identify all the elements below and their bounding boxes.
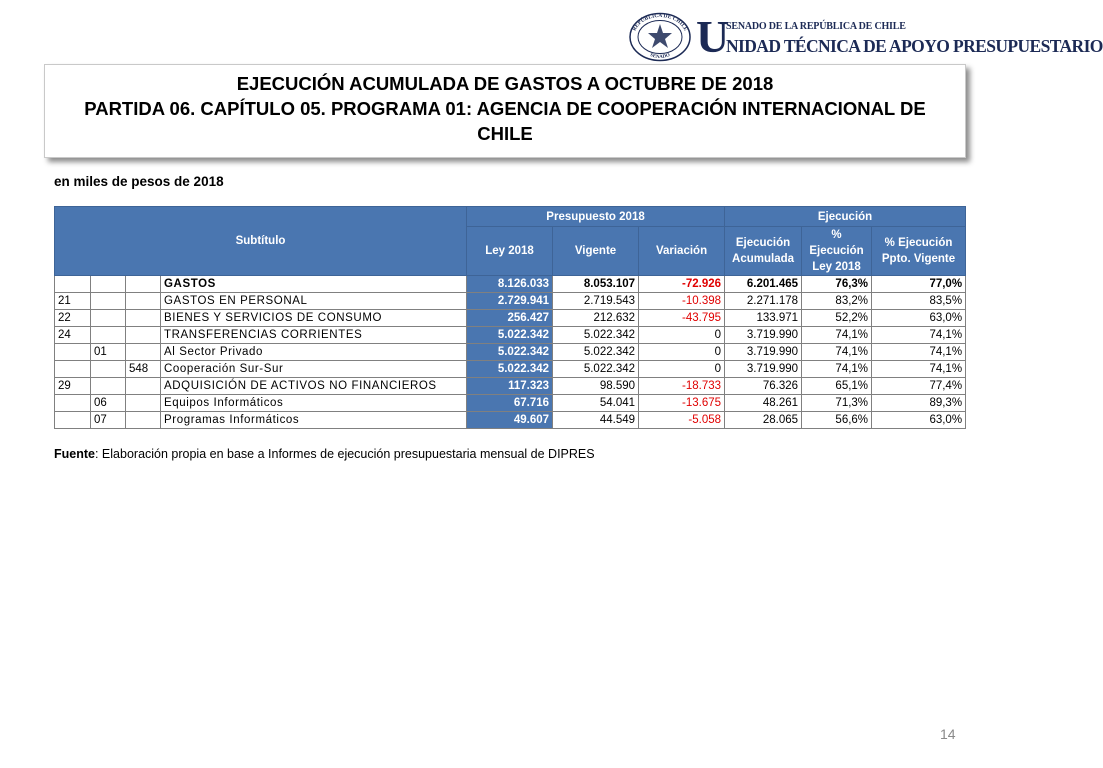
logo-letter: U <box>696 11 730 62</box>
cell-subtitulo <box>55 395 91 412</box>
cell-asignacion <box>126 344 161 361</box>
cell-pct-vigente: 77,4% <box>872 378 966 395</box>
source-label: Fuente <box>54 447 95 461</box>
cell-item: 06 <box>91 395 126 412</box>
cell-ejecucion: 2.271.178 <box>725 293 802 310</box>
cell-ejecucion: 3.719.990 <box>725 361 802 378</box>
cell-pct-vigente: 74,1% <box>872 327 966 344</box>
table-row <box>55 412 966 429</box>
header-vigente: Vigente <box>553 227 639 276</box>
cell-pct-ley: 76,3% <box>802 276 872 293</box>
header-pct-ley-line1: % <box>831 229 842 241</box>
table-row <box>55 310 966 327</box>
table-row <box>55 327 966 344</box>
cell-pct-vigente: 83,5% <box>872 293 966 310</box>
cell-ejecucion: 28.065 <box>725 412 802 429</box>
cell-pct-ley: 74,1% <box>802 327 872 344</box>
cell-ejecucion: 133.971 <box>725 310 802 327</box>
cell-item <box>91 310 126 327</box>
title-box <box>44 64 966 158</box>
header-pct-ley <box>802 227 872 276</box>
cell-ejecucion: 3.719.990 <box>725 327 802 344</box>
cell-subtitulo <box>55 344 91 361</box>
cell-variacion: 0 <box>639 344 725 361</box>
cell-ley: 2.729.941 <box>467 293 553 310</box>
title-line-2: PARTIDA 06. CAPÍTULO 05. PROGRAMA 01: AGENCIA DE COOPERACIÓN INTERNACIONAL DE <box>84 98 926 119</box>
cell-variacion: -5.058 <box>639 412 725 429</box>
cell-name: Equipos Informáticos <box>161 395 467 412</box>
cell-asignacion <box>126 310 161 327</box>
cell-name: GASTOS EN PERSONAL <box>161 293 467 310</box>
cell-pct-vigente: 77,0% <box>872 276 966 293</box>
cell-pct-ley: 74,1% <box>802 361 872 378</box>
senate-seal-icon <box>628 12 692 62</box>
cell-subtitulo: 22 <box>55 310 91 327</box>
cell-name: ADQUISICIÓN DE ACTIVOS NO FINANCIEROS <box>161 378 467 395</box>
cell-vigente: 5.022.342 <box>553 327 639 344</box>
cell-ejecucion: 6.201.465 <box>725 276 802 293</box>
cell-name: TRANSFERENCIAS CORRIENTES <box>161 327 467 344</box>
cell-name: Al Sector Privado <box>161 344 467 361</box>
cell-vigente: 44.549 <box>553 412 639 429</box>
header-pct-vig-line2: Ppto. Vigente <box>881 253 956 265</box>
cell-ley: 5.022.342 <box>467 344 553 361</box>
cell-pct-vigente: 74,1% <box>872 361 966 378</box>
cell-asignacion: 548 <box>126 361 161 378</box>
cell-name: BIENES Y SERVICIOS DE CONSUMO <box>161 310 467 327</box>
cell-name: Programas Informáticos <box>161 412 467 429</box>
cell-variacion: -43.795 <box>639 310 725 327</box>
cell-subtitulo <box>55 361 91 378</box>
senado-line: SENADO DE LA REPÚBLICA DE CHILE <box>726 21 906 32</box>
table-row <box>55 344 966 361</box>
cell-ley: 256.427 <box>467 310 553 327</box>
title-line-1: EJECUCIÓN ACUMULADA DE GASTOS A OCTUBRE DE 2018 <box>236 73 774 94</box>
cell-item <box>91 378 126 395</box>
cell-item <box>91 293 126 310</box>
header-variacion: Variación <box>639 227 725 276</box>
cell-vigente: 212.632 <box>553 310 639 327</box>
cell-variacion: -18.733 <box>639 378 725 395</box>
cell-variacion: -72.926 <box>639 276 725 293</box>
table-row <box>55 395 966 412</box>
header-subtitulo: Subtítulo <box>55 207 467 276</box>
cell-variacion: 0 <box>639 361 725 378</box>
cell-vigente: 2.719.543 <box>553 293 639 310</box>
cell-ley: 49.607 <box>467 412 553 429</box>
seal-top-text: REPÚBLICA DE CHILE <box>631 12 689 33</box>
cell-variacion: 0 <box>639 327 725 344</box>
senate-logo <box>628 11 1103 62</box>
cell-pct-vigente: 74,1% <box>872 344 966 361</box>
cell-asignacion <box>126 412 161 429</box>
cell-ejecucion: 48.261 <box>725 395 802 412</box>
cell-name: GASTOS <box>161 276 467 293</box>
source-text: : Elaboración propia en base a Informes de ejecución presupuestaria mensual de DIPRES <box>94 447 595 461</box>
header-ejec-acum-line1: Ejecución <box>735 237 791 249</box>
cell-asignacion <box>126 327 161 344</box>
cell-pct-vigente: 63,0% <box>872 412 966 429</box>
cell-subtitulo <box>55 412 91 429</box>
cell-vigente: 98.590 <box>553 378 639 395</box>
cell-item: 01 <box>91 344 126 361</box>
cell-variacion: -10.398 <box>639 293 725 310</box>
header-ejecucion-acumulada <box>725 227 802 276</box>
cell-ley: 117.323 <box>467 378 553 395</box>
cell-vigente: 54.041 <box>553 395 639 412</box>
cell-pct-ley: 74,1% <box>802 344 872 361</box>
cell-pct-ley: 83,2% <box>802 293 872 310</box>
table-row <box>55 378 966 395</box>
cell-ejecucion: 76.326 <box>725 378 802 395</box>
table-row <box>55 361 966 378</box>
table-row <box>55 293 966 310</box>
cell-pct-ley: 52,2% <box>802 310 872 327</box>
header-ley: Ley 2018 <box>467 227 553 276</box>
cell-vigente: 5.022.342 <box>553 361 639 378</box>
cell-item <box>91 276 126 293</box>
cell-pct-vigente: 63,0% <box>872 310 966 327</box>
cell-asignacion <box>126 276 161 293</box>
cell-asignacion <box>126 378 161 395</box>
table-row <box>55 276 966 293</box>
cell-subtitulo <box>55 276 91 293</box>
cell-asignacion <box>126 395 161 412</box>
cell-pct-vigente: 89,3% <box>872 395 966 412</box>
header-presupuesto: Presupuesto 2018 <box>467 207 725 227</box>
header-pct-ley-line3: Ley 2018 <box>812 261 861 273</box>
cell-asignacion <box>126 293 161 310</box>
header-ejec-acum-line2: Acumulada <box>732 253 795 265</box>
header-pct-vigente <box>872 227 966 276</box>
cell-pct-ley: 56,6% <box>802 412 872 429</box>
cell-pct-ley: 65,1% <box>802 378 872 395</box>
header-pct-vig-line1: % Ejecución <box>884 237 953 249</box>
header-pct-ley-line2: Ejecución <box>809 245 864 257</box>
title-line-3: CHILE <box>477 123 533 144</box>
unidad-line: NIDAD TÉCNICA DE APOYO PRESUPUESTARIO <box>726 36 1103 56</box>
cell-ley: 8.126.033 <box>467 276 553 293</box>
cell-item: 07 <box>91 412 126 429</box>
page-number: 14 <box>940 726 956 742</box>
seal-bottom-text: SENADO <box>649 53 671 61</box>
cell-item <box>91 327 126 344</box>
header-ejecucion-group: Ejecución <box>725 207 966 227</box>
table-body <box>55 276 966 429</box>
cell-vigente: 5.022.342 <box>553 344 639 361</box>
cell-pct-ley: 71,3% <box>802 395 872 412</box>
cell-variacion: -13.675 <box>639 395 725 412</box>
units-label: en miles de pesos de 2018 <box>54 174 224 189</box>
cell-subtitulo: 24 <box>55 327 91 344</box>
cell-name: Cooperación Sur-Sur <box>161 361 467 378</box>
source-note <box>54 447 595 461</box>
budget-table <box>54 206 966 429</box>
cell-vigente: 8.053.107 <box>553 276 639 293</box>
cell-item <box>91 361 126 378</box>
cell-ley: 67.716 <box>467 395 553 412</box>
cell-ejecucion: 3.719.990 <box>725 344 802 361</box>
cell-ley: 5.022.342 <box>467 327 553 344</box>
cell-subtitulo: 29 <box>55 378 91 395</box>
cell-ley: 5.022.342 <box>467 361 553 378</box>
cell-subtitulo: 21 <box>55 293 91 310</box>
